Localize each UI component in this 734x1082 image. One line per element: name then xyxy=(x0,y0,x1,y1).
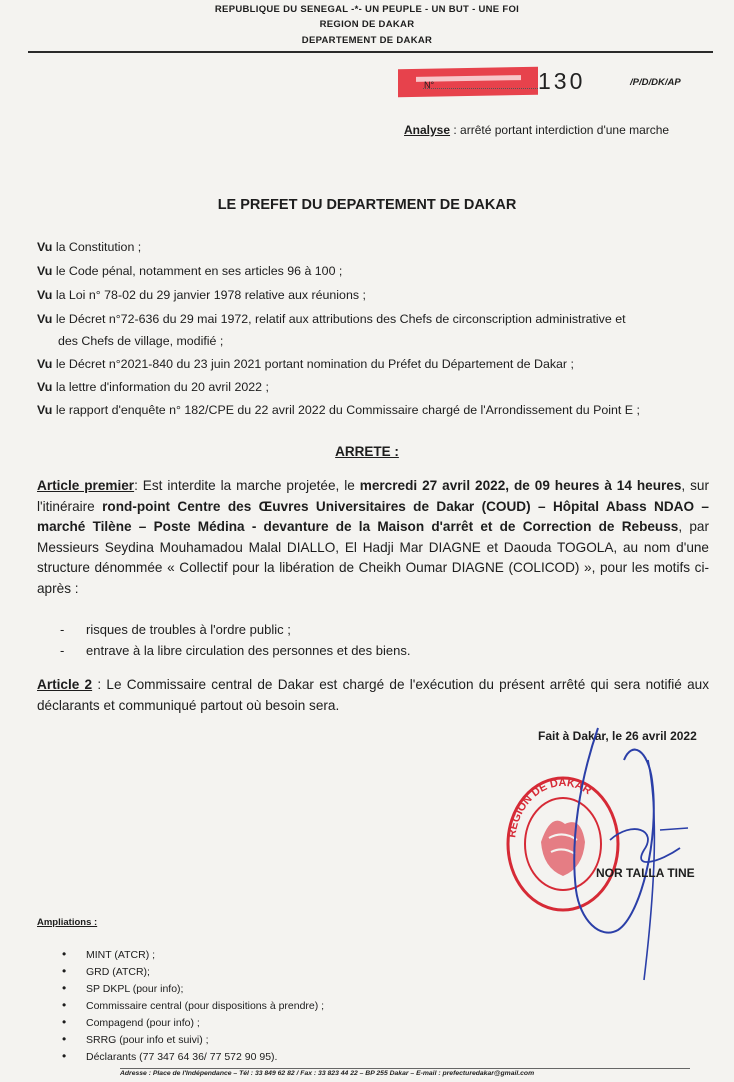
header-department: DEPARTEMENT DE DAKAR xyxy=(301,35,433,46)
reference-digits: 130 xyxy=(538,68,586,94)
ampliation-item: • Commissaire central (pour dispositions à prendre) ; xyxy=(62,998,325,1012)
header-rule xyxy=(28,51,713,53)
visa-line: Vu la Constitution ; xyxy=(37,240,142,254)
article-2: Article 2 : Le Commissaire central de Dakar est chargé de l'exécution du présent arrêté qui sera notifié aux déclarants et communiqué partout où besoin sera. xyxy=(37,677,710,713)
header-region: REGION DE DAKAR xyxy=(319,19,415,30)
reference-prefix: N° xyxy=(424,80,435,90)
handwritten-signature xyxy=(540,720,720,990)
article-2-label: Article 2 xyxy=(37,677,93,692)
ampliations-title: Ampliations : xyxy=(37,917,98,928)
visa-line: Vu le rapport d'enquête n° 182/CPE du 22 avril 2022 du Commissaire chargé de l'Arrondissement du Point E ; xyxy=(37,403,640,417)
visa-line: Vu le Décret n°72-636 du 29 mai 1972, relatif aux attributions des Chefs de circonscription administrative et xyxy=(37,312,626,326)
ampliation-item: • Compagend (pour info) ; xyxy=(62,1015,200,1029)
reference-suffix: /P/D/DK/AP xyxy=(630,77,681,88)
stamp-label: REGION DE DAKAR xyxy=(506,776,594,839)
ampliation-item: • GRD (ATCR); xyxy=(62,964,150,978)
motif-item: - risques de troubles à l'ordre public ; xyxy=(60,622,291,637)
visa-line: Vu le Code pénal, notamment en ses articles 96 à 100 ; xyxy=(37,264,343,278)
reference-dots xyxy=(423,88,538,89)
footer-address: Adresse : Place de l'Indépendance – Tél : 33 849 62 82 / Fax : 33 823 44 22 – BP 255 Dakar – E-mail : prefecturedakar@gmail.com xyxy=(120,1068,690,1082)
article-1-label: Article premier xyxy=(37,478,135,493)
redaction-mark xyxy=(398,67,538,97)
ampliation-item: • SP DKPL (pour info); xyxy=(62,981,184,995)
motif-item: - entrave à la libre circulation des personnes et des biens. xyxy=(60,643,411,658)
ampliation-item: • MINT (ATCR) ; xyxy=(62,947,156,961)
visa-line-continuation: des Chefs de village, modifié ; xyxy=(58,334,224,348)
analyse-text: : arrêté portant interdiction d'une marche xyxy=(450,123,670,137)
signatory-name: NOR TALLA TINE xyxy=(596,866,695,880)
date-place: Fait à Dakar, le 26 avril 2022 xyxy=(538,729,697,743)
reference-number xyxy=(398,68,708,100)
header-republic: REPUBLIQUE DU SENEGAL -*- UN PEUPLE - UN BUT - UNE FOI xyxy=(214,4,520,15)
ampliation-item: • Déclarants (77 347 64 36/ 77 572 90 95). xyxy=(62,1049,278,1063)
ampliation-item: • SRRG (pour info et suivi) ; xyxy=(62,1032,209,1046)
visa-line: Vu la lettre d'information du 20 avril 2022 ; xyxy=(37,380,269,394)
article-1: Article premier: Est interdite la marche projetée, le mercredi 27 avril 2022, de 09 heures à 14 heures, sur l'itinéraire rond-point Centre des Œuvres Universitaires de Dakar (COUD) – Hôpital Abass NDAO – marché Tilène – Poste Médina - devanture de la Maison d'arrêt et de Correction de Rebeuss, par Messieurs Seydina Mouhamadou Malal DIALLO, El Hadji Mar DIAGNE et Daouda TOGOLA, au nom d'une structure dénommée « Collectif pour la libération de Cheikh Oumar DIAGNE (COLICOD) », pour les motifs ci-après : xyxy=(37,478,710,596)
document-title: LE PREFET DU DEPARTEMENT DE DAKAR xyxy=(217,197,517,213)
arrete-heading: ARRETE : xyxy=(335,444,399,459)
analyse-label: Analyse xyxy=(404,123,451,137)
analyse-line xyxy=(404,123,669,137)
visa-line: Vu la Loi n° 78-02 du 29 janvier 1978 relative aux réunions ; xyxy=(37,288,366,302)
visa-line: Vu le Décret n°2021-840 du 23 juin 2021 portant nomination du Préfet du Département de Dakar ; xyxy=(37,357,574,371)
